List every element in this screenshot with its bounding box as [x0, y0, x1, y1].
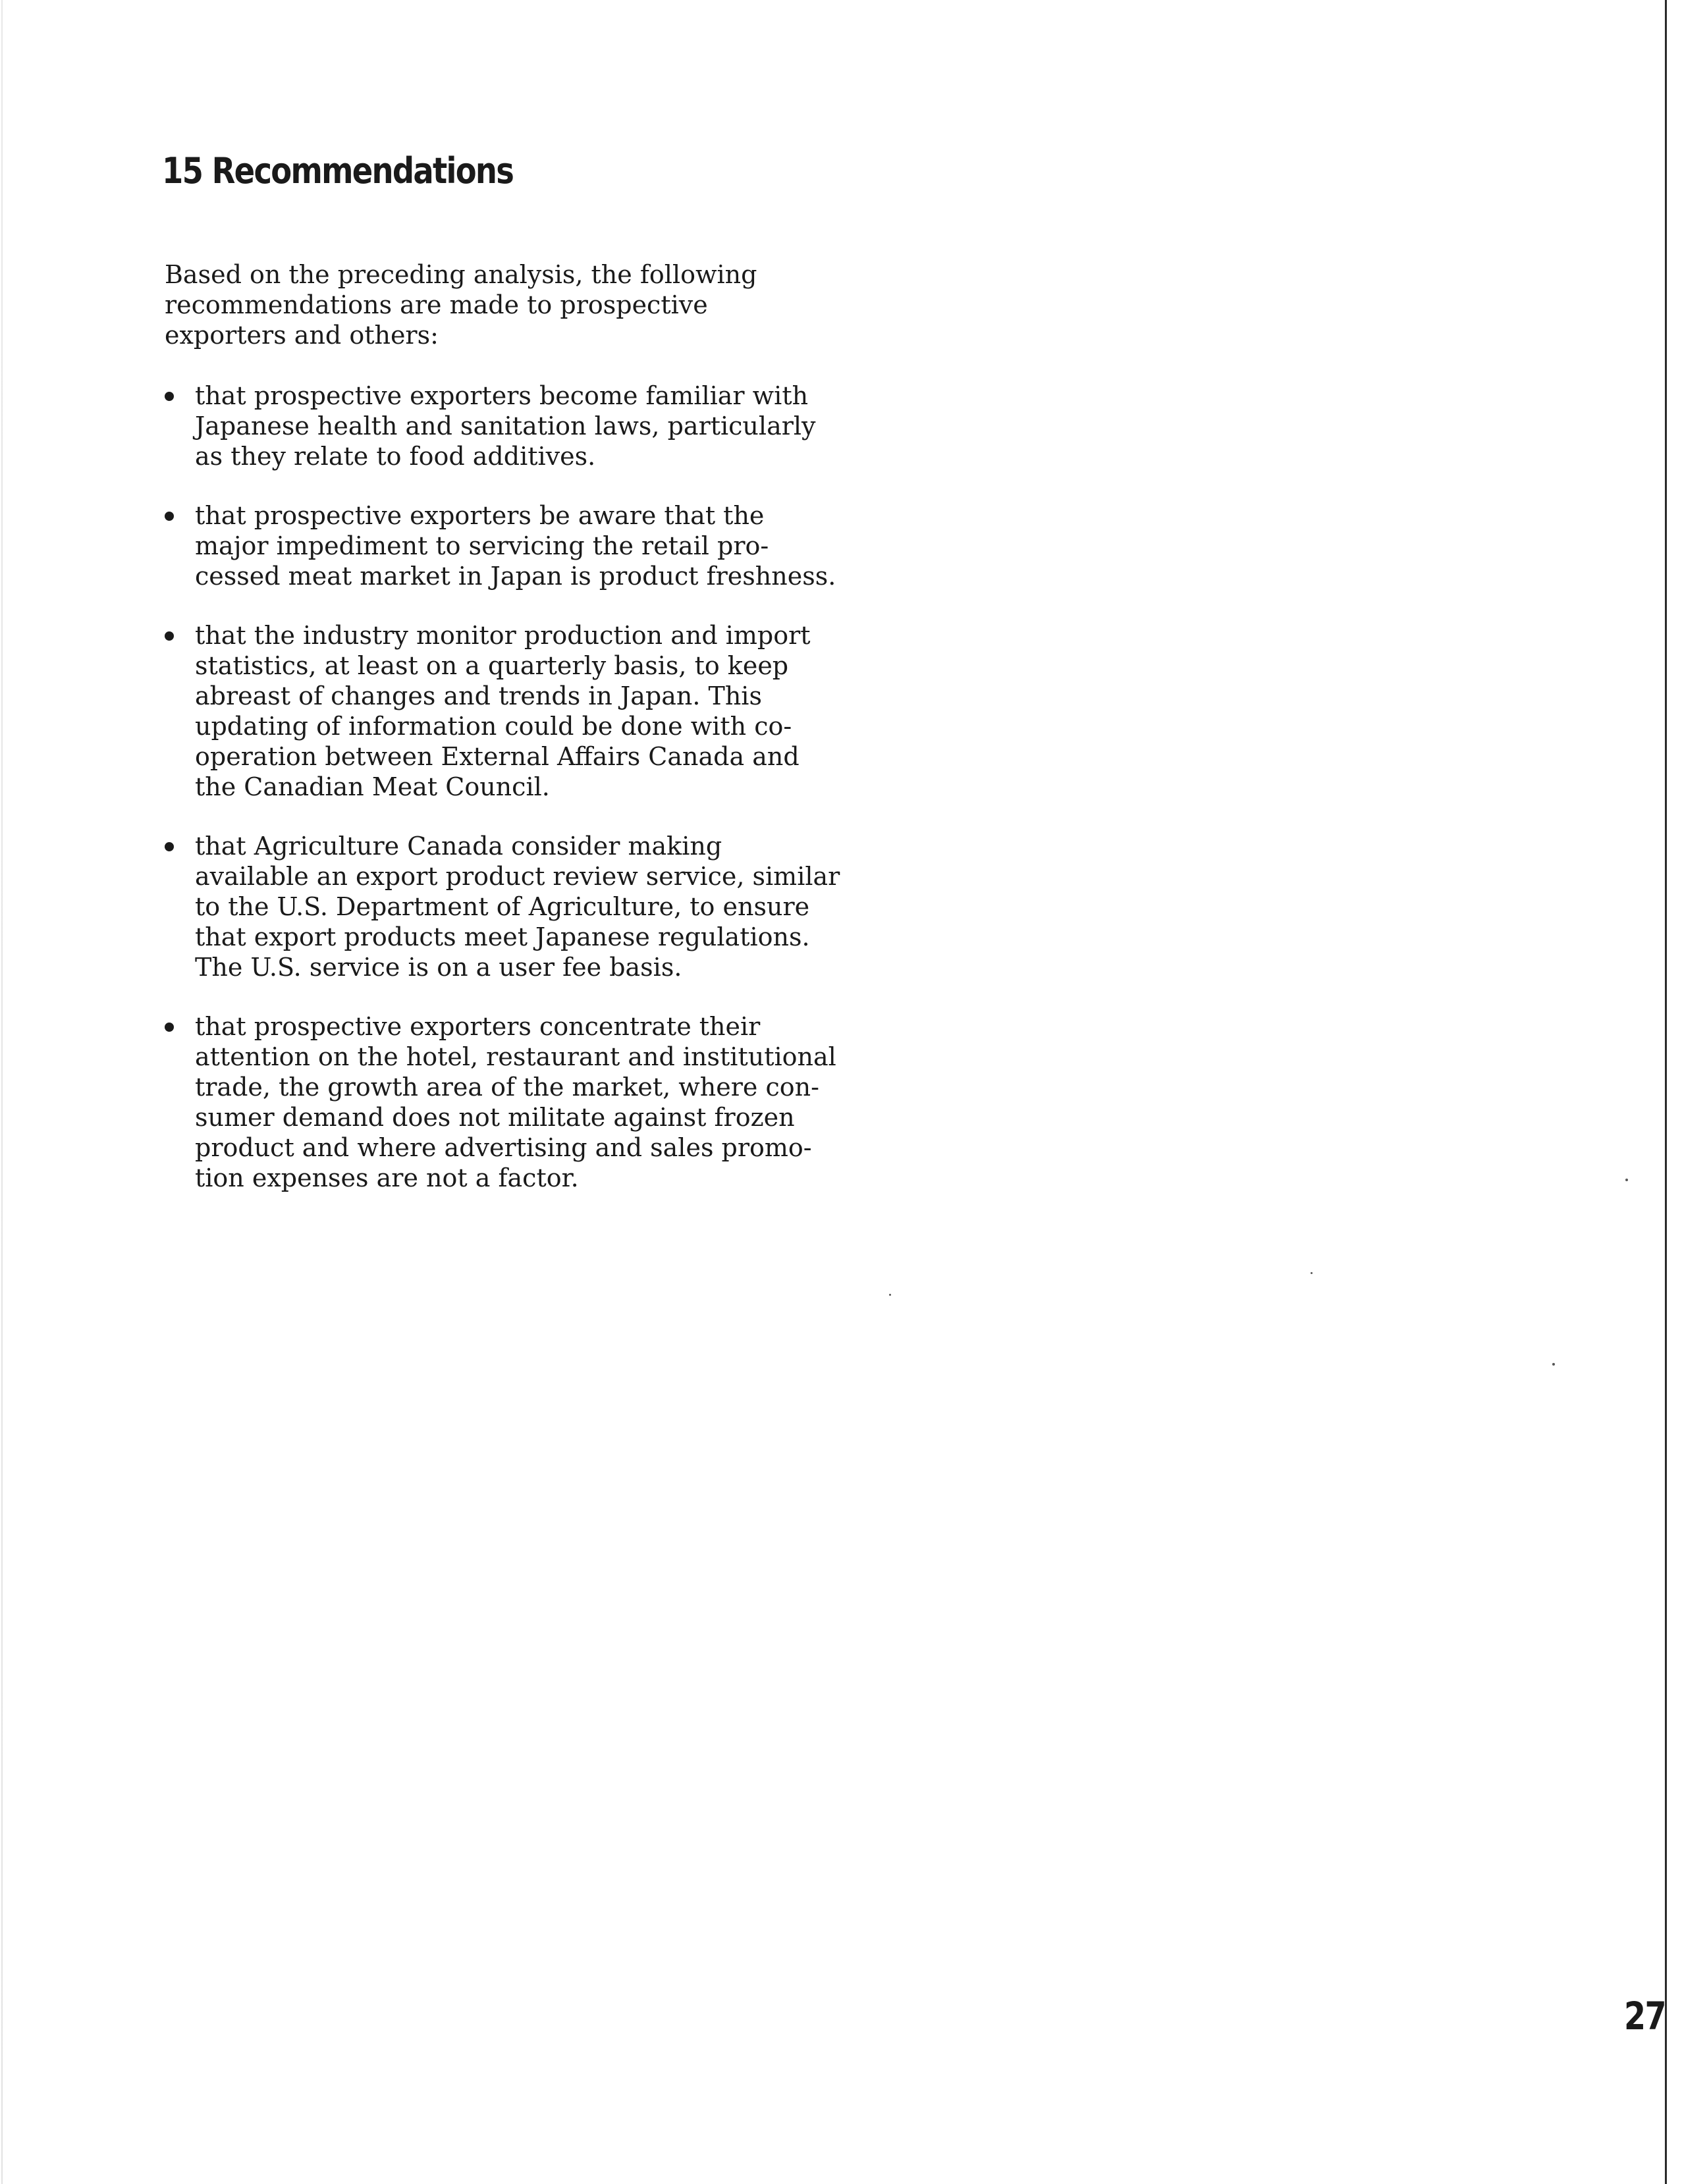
scan-speck	[1625, 1179, 1628, 1181]
bullet-icon	[165, 512, 174, 521]
bullet-icon	[165, 631, 174, 641]
page-number: 27	[1624, 1994, 1666, 2038]
scan-speck	[889, 1294, 891, 1296]
list-item	[165, 500, 843, 591]
intro-paragraph: Based on the preceding analysis, the following recommendations are made to prospective exporters and others:	[165, 260, 757, 350]
list-item	[165, 620, 843, 802]
list-item-text: that the industry monitor production and import statistics, at least on a quarterly basis, to keep abreast of changes and trends in Japan. This updating of information could be done with co-operation between External Affairs Canada and the Canadian Meat Council.	[195, 621, 811, 801]
scan-speck	[1311, 1272, 1313, 1274]
scan-speck	[1552, 1363, 1555, 1366]
recommendations-list	[165, 381, 843, 1222]
list-item-text: that Agriculture Canada consider making available an export product review service, similar to the U.S. Department of Agriculture, to ensure that export products meet Japanese regulations. The U.S. service is on a user fee basis.	[195, 832, 840, 982]
list-item	[165, 831, 843, 982]
list-item	[165, 381, 843, 471]
section-heading: 15 Recommendations	[162, 150, 514, 192]
page-edge-rule	[1665, 0, 1667, 2184]
list-item-text: that prospective exporters be aware that the major impediment to servicing the retail pro-cessed meat market in Japan is product freshness.	[195, 501, 836, 591]
scan-left-edge	[1, 0, 3, 2184]
list-item-text: that prospective exporters become familiar with Japanese health and sanitation laws, particularly as they relate to food additives.	[195, 381, 816, 471]
bullet-icon	[165, 1023, 174, 1032]
list-item	[165, 1011, 843, 1193]
list-item-text: that prospective exporters concentrate their attention on the hotel, restaurant and institutional trade, the growth area of the market, where con-sumer demand does not militate against frozen product and where advertising and sales promo-tion expenses are not a factor.	[195, 1012, 836, 1192]
bullet-icon	[165, 842, 174, 851]
bullet-icon	[165, 392, 174, 401]
